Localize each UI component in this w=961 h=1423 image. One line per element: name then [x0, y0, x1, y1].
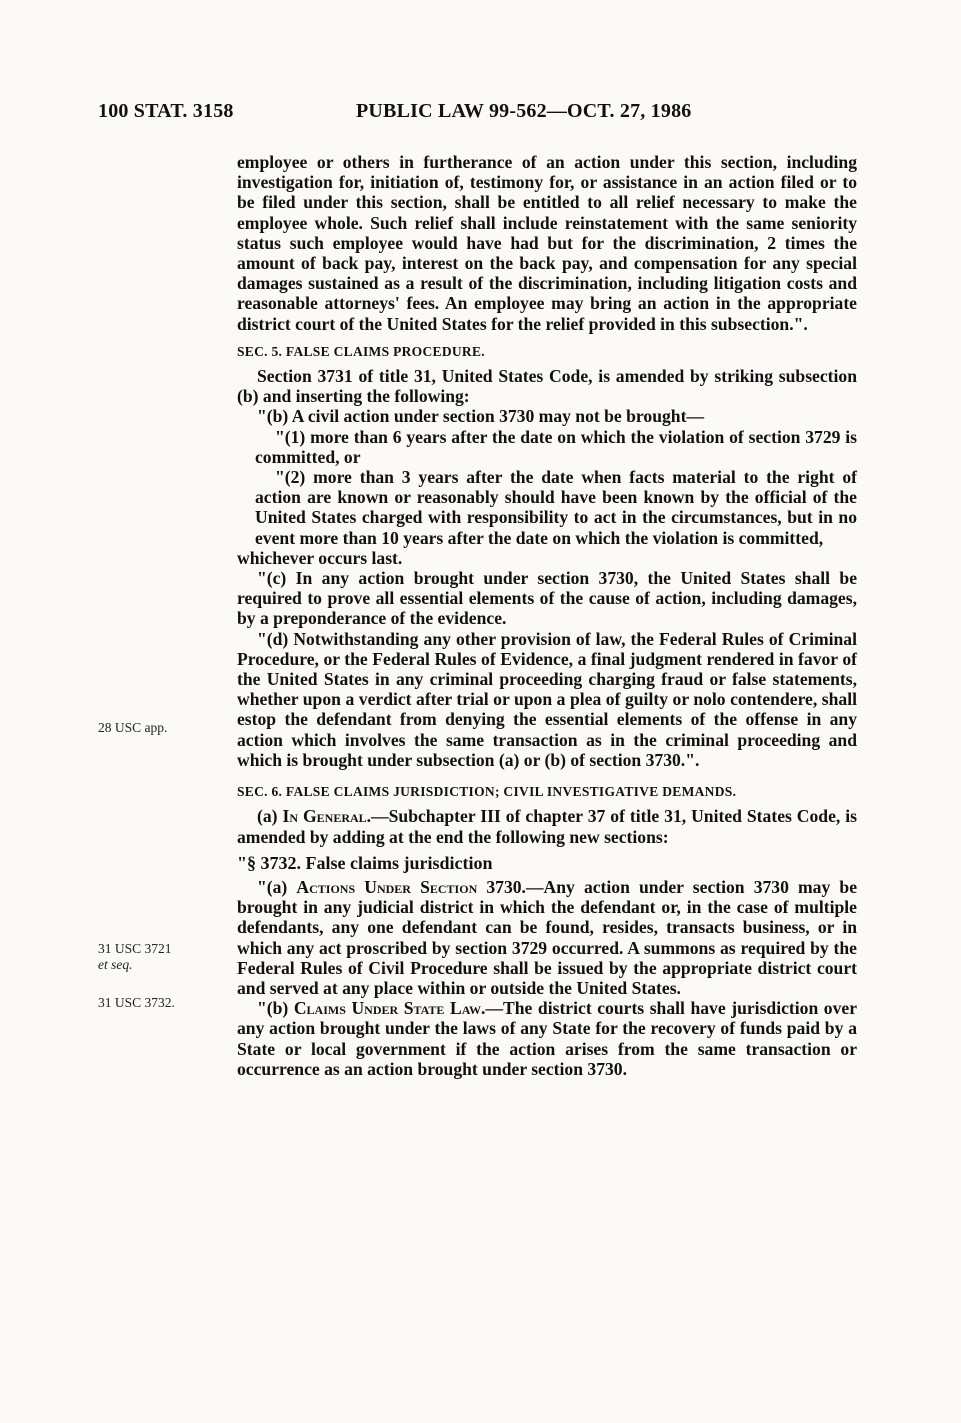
margin-note-31-usc-3721-line1: 31 USC 3721	[98, 941, 172, 956]
subsection-b: "(b) A civil action under section 3730 may not be brought—	[257, 406, 705, 427]
section-3732-heading: "§ 3732. False claims jurisdiction	[237, 852, 493, 873]
page-body	[237, 152, 857, 1079]
section-3732-b	[237, 998, 857, 1079]
section-3732-b-caption: Claims Under State Law	[293, 998, 482, 1019]
subsection-c: "(c) In any action brought under section 3730, the United States shall be required to prove all essential elements of the cause of action, including damages, by a preponderance of the evidence.	[237, 568, 857, 629]
margin-note-et-seq: et seq.	[98, 957, 133, 972]
margin-note-28-usc: 28 USC app.	[98, 720, 168, 735]
section-6-heading: SEC. 6. FALSE CLAIMS JURISDICTION; CIVIL INVESTIGATIVE DEMANDS.	[237, 784, 737, 800]
subsection-b-2: "(2) more than 3 years after the date when facts material to the right of action are known or reasonably should have been known by the official of the United States charged with responsibility to act in the circumstances, but in no event more than 10 years after the date on which the violation is committed,	[255, 467, 857, 548]
section-3732-b-label: "(b)	[257, 998, 294, 1019]
section-3732-a-text: 3730.—Any action under section 3730 may be brought in any judicial district in which the defendant or, in the case of multiple defendants, any one defendant can be found, resides, transacts business, or in which any act proscribed by section 3729 occurred. A summons as required by the Federal Rules of Civil Procedure shall be issued by the appropriate district court and served at any place within or outside the United States.	[237, 876, 858, 998]
page-header	[98, 100, 858, 130]
paragraph-continuation: employee or others in furtherance of an action under this section, including investigation for, initiation of, testimony for, or assistance in an action filed or to be filed under this section, shall be entitled to all relief necessary to make the employee whole. Such relief shall include reinstatement with the same seniority status such employee would have had but for the discrimination, 2 times the amount of back pay, interest on the back pay, and compensation for any special damages sustained as a result of the discrimination, including litigation costs and reasonable attorneys' fees. An employee may bring an action in the appropriate district court of the United States for the relief provided in this subsection.".	[237, 152, 857, 334]
section-3732-a	[237, 877, 857, 998]
subsection-b-items	[237, 427, 857, 548]
page-stat-citation: 100 STAT. 3158	[98, 100, 234, 122]
section-6-a-label: (a)	[257, 806, 283, 827]
section-6-a	[237, 806, 857, 846]
section-3732-a-caption: Actions Under Section	[296, 876, 478, 897]
margin-note-31-usc-3732: 31 USC 3732.	[98, 995, 175, 1010]
subsection-d: "(d) Notwithstanding any other provision of law, the Federal Rules of Criminal Procedure, or the Federal Rules of Evidence, a final judgment rendered in favor of the United States in any criminal proceeding charging fraud or false statements, whether upon a verdict after trial or upon a plea of guilty or nolo contendere, shall estop the defendant from denying the essential elements of the offense in any action which involves the same transaction as in the criminal proceeding and which is brought under subsection (a) or (b) of section 3730.".	[237, 628, 857, 770]
section-3732-a-label: "(a)	[257, 876, 297, 897]
section-6-a-text: .—Subchapter III of chapter 37 of title 31, United States Code, is amended by adding at the end the following new sections:	[237, 806, 857, 847]
subsection-b-1: "(1) more than 6 years after the date on which the violation of section 3729 is committed, or	[255, 426, 857, 467]
subsection-b-tail: whichever occurs last.	[237, 547, 403, 568]
section-5-heading: SEC. 5. FALSE CLAIMS PROCEDURE.	[237, 343, 485, 359]
section-3732-b-text: .—The district courts shall have jurisdiction over any action brought under the laws of any State for the recovery of funds paid by a State or local government if the action arises from the same transaction or occurrence as an action brought under section 3730.	[237, 998, 858, 1079]
section-5-intro: Section 3731 of title 31, United States Code, is amended by striking subsection (b) and inserting the following:	[237, 366, 857, 407]
margin-note-31-usc-3721	[98, 941, 172, 973]
public-law-citation: PUBLIC LAW 99-562—OCT. 27, 1986	[356, 100, 692, 122]
section-6-a-caption: In General	[282, 806, 367, 827]
